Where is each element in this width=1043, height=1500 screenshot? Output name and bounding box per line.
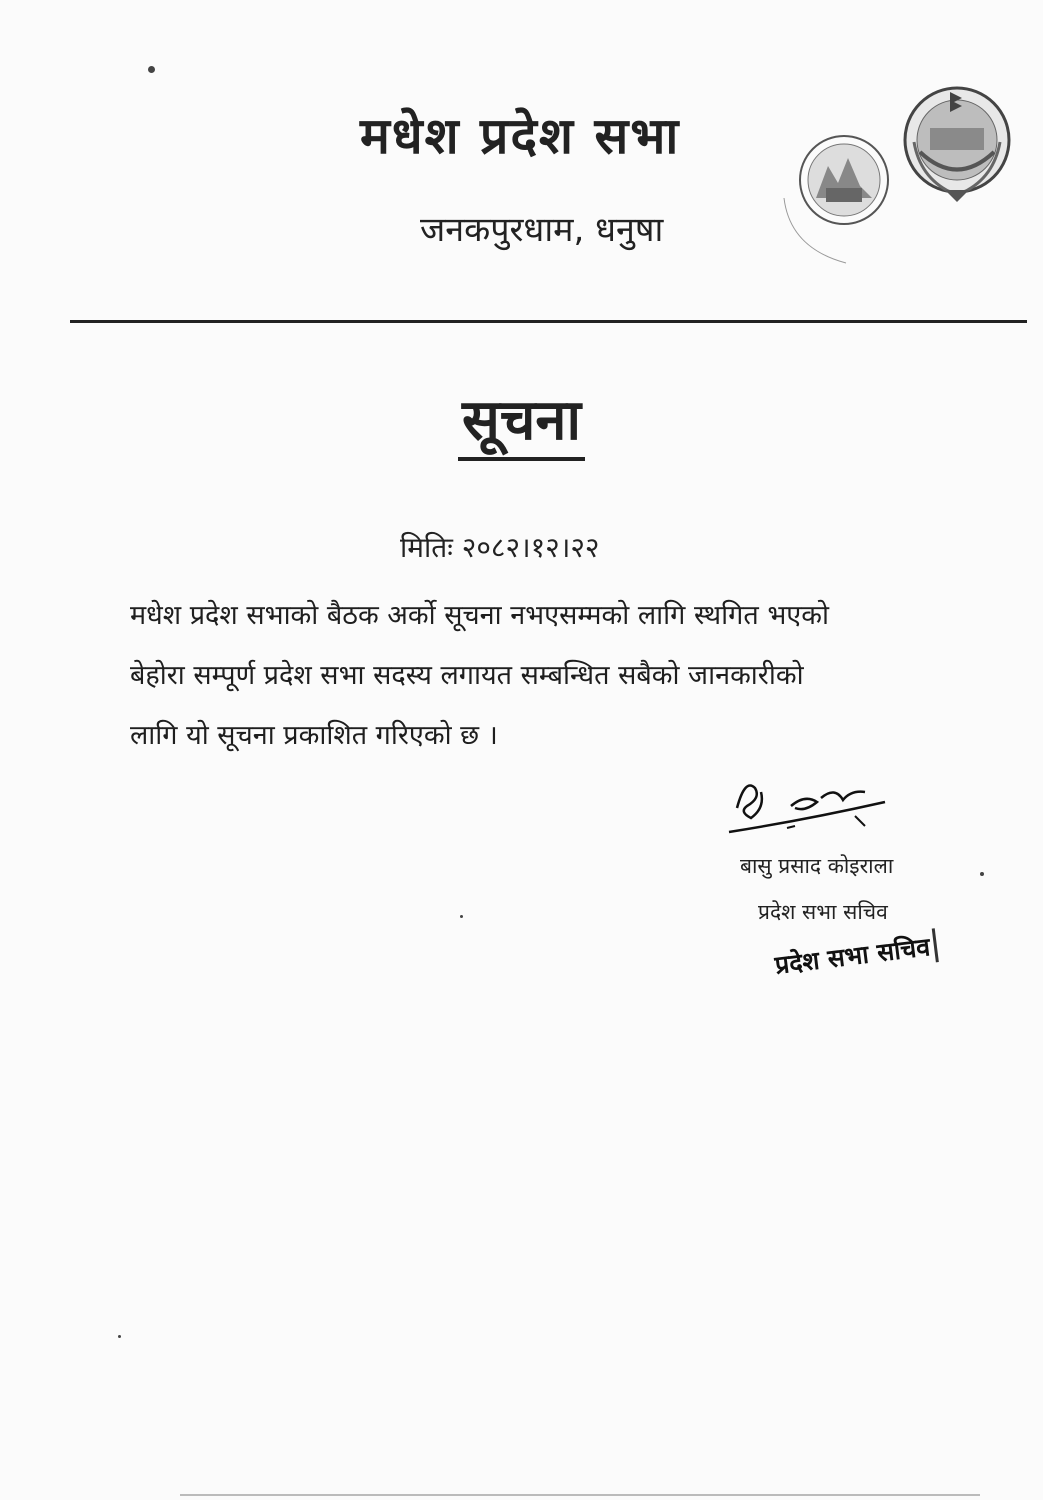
scan-speck — [460, 915, 463, 918]
assembly-location: जनकपुरधाम, धनुषा — [420, 210, 664, 250]
assembly-title: मधेश प्रदेश सभा — [360, 107, 681, 165]
notice-heading-text: सूचना — [458, 388, 585, 461]
notice-line: बेहोरा सम्पूर्ण प्रदेश सभा सदस्य लगायत सम्बन्धित सबैको जानकारीको — [130, 660, 804, 691]
notice-heading — [0, 380, 1043, 456]
scan-speck — [118, 1335, 121, 1338]
notice-line: लागि यो सूचना प्रकाशित गरिएको छ । — [130, 720, 498, 751]
nepal-emblem-icon — [900, 82, 1015, 207]
scan-speck — [148, 66, 155, 73]
notice-date: मितिः २०८२।१२।२२ — [400, 531, 600, 564]
assembly-seal-icon — [776, 128, 894, 270]
official-stamp: प्रदेश सभा सचिव — [773, 928, 939, 982]
scan-speck — [980, 872, 984, 876]
handwritten-signature — [725, 768, 895, 840]
signatory-name: बासु प्रसाद कोइराला — [740, 854, 894, 878]
header-divider — [70, 320, 1027, 323]
notice-body — [130, 586, 1010, 766]
signatory-role: प्रदेश सभा सचिव — [758, 900, 888, 924]
notice-line: मधेश प्रदेश सभाको बैठक अर्को सूचना नभएसम्मको लागि स्थगित भएको — [130, 600, 829, 631]
scan-edge — [180, 1494, 980, 1496]
